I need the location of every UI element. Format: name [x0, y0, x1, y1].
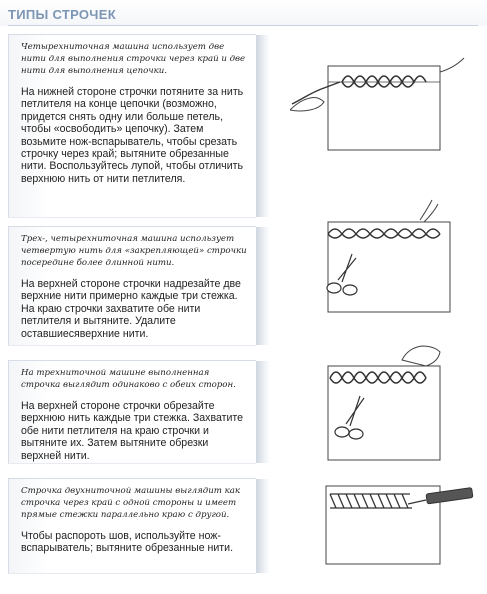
stitch-section-two-thread	[8, 478, 256, 574]
section-intro: Трех-, четырехниточная машина использует четвертую нить для «закрепляющей» строчки посередине более длинной нити.	[21, 234, 247, 268]
illustration-three-thread-stitch	[312, 336, 482, 466]
seam-drawing	[312, 336, 482, 466]
seam-drawing	[290, 52, 480, 152]
section-body: На верхней стороне строчки надрезайте две верхние нити примерно каждые три стежка. На краю строчки захватите обе нити петлителя и вытяните. Удалите оставшиесяверхние нити.	[21, 278, 241, 340]
stitch-section-four-thread	[8, 34, 256, 218]
page-title: ТИПЫ СТРОЧЕК	[8, 7, 116, 22]
illustration-two-thread-stitch	[312, 474, 482, 574]
section-body: На нижней стороне строчки потяните за нить петлителя на конце цепочки (возможно, придется снять одну или больше петель, чтобы «освободить» цепочку). Затем возьмите нож-вспарыватель, чтобы срезать строчку через край; вытяните обрезанные нити. Воспользуйтесь лупой, чтобы отличить верхнюю нить от нити петлителя.	[21, 86, 244, 185]
section-body: Чтобы распороть шов, используйте нож-вспарыватель; вытяните обрезанные нити.	[21, 530, 234, 555]
section-body: На верхней стороне строчки обрезайте верхнюю нить каждые три стежка. Захватите обе нити петлителя на краю строчки и вытяните их. Затем вытяните обрезки верхней нити.	[21, 400, 244, 462]
section-side-bar	[256, 35, 270, 217]
stitch-section-three-four-thread	[8, 226, 256, 346]
illustration-three-four-thread-stitch	[312, 196, 472, 320]
section-side-bar	[256, 227, 270, 345]
header-divider	[8, 25, 478, 26]
section-side-bar	[256, 479, 270, 573]
section-intro: Строчка двухниточной машины выглядит как строчка через край с одной стороны и имеет прямые стежки параллельно краю с другой.	[21, 486, 241, 520]
section-side-bar	[256, 361, 270, 463]
section-intro: Четырехниточная машина использует две нити для выполнения строчки через край и две нити для выполнения цепочки.	[21, 42, 246, 76]
stitch-section-three-thread	[8, 360, 256, 464]
seam-drawing	[312, 474, 482, 574]
seam-drawing	[312, 196, 472, 320]
page-header	[0, 0, 487, 26]
illustration-four-thread-stitch	[290, 52, 480, 152]
section-intro: На трехниточной машине выполненная строчка выглядит одинаково с обеих сторон.	[21, 368, 236, 390]
